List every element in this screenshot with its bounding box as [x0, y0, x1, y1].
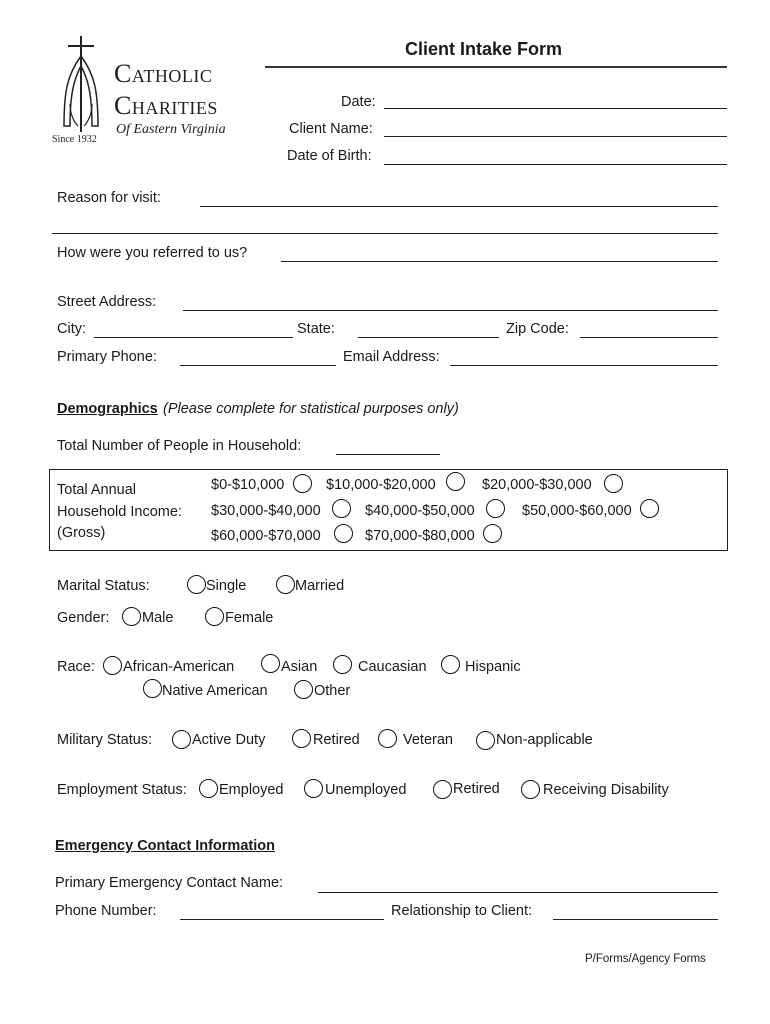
state-label: State:	[297, 321, 335, 337]
race-option-asian: Asian	[281, 659, 318, 675]
employment-radio-employed[interactable]	[199, 779, 218, 798]
logo-line1: Catholic	[114, 59, 213, 88]
client-name-field[interactable]	[384, 136, 727, 137]
income-radio-4[interactable]	[486, 499, 505, 518]
military-option-retired: Retired	[313, 732, 360, 748]
gender-option-male: Male	[142, 610, 174, 626]
income-radio-1[interactable]	[446, 472, 465, 491]
military-radio-veteran[interactable]	[378, 729, 397, 748]
reason-label: Reason for visit:	[57, 190, 161, 206]
income-radio-5[interactable]	[640, 499, 659, 518]
employment-radio-receiving-disability[interactable]	[521, 780, 540, 799]
emergency-phone-field[interactable]	[180, 919, 384, 920]
dob-label: Date of Birth:	[287, 148, 372, 164]
income-radio-7[interactable]	[483, 524, 502, 543]
race-radio-hispanic[interactable]	[441, 655, 460, 674]
military-option-non-applicable: Non-applicable	[496, 732, 593, 748]
phone-label: Primary Phone:	[57, 349, 157, 365]
income-option-3: $30,000-$40,000	[211, 503, 321, 519]
race-option-native-american: Native American	[162, 683, 268, 699]
military-radio-non-applicable[interactable]	[476, 731, 495, 750]
race-option-other: Other	[314, 683, 351, 699]
gender-radio-male[interactable]	[122, 607, 141, 626]
phone-field[interactable]	[180, 365, 336, 366]
emergency-phone-label: Phone Number:	[55, 903, 157, 919]
household-field[interactable]	[336, 454, 440, 455]
gender-option-female: Female	[225, 610, 274, 626]
military-radio-retired[interactable]	[292, 729, 311, 748]
referred-field[interactable]	[281, 261, 718, 262]
street-label: Street Address:	[57, 294, 157, 310]
marital-radio-single[interactable]	[187, 575, 206, 594]
street-field[interactable]	[183, 310, 718, 311]
race-radio-african-american[interactable]	[103, 656, 122, 675]
employment-option-receiving-disability: Receiving Disability	[543, 782, 669, 798]
race-label: Race:	[57, 659, 95, 675]
income-radio-0[interactable]	[293, 474, 312, 493]
military-radio-active-duty[interactable]	[172, 730, 191, 749]
page-title: Client Intake Form	[405, 39, 563, 59]
date-field[interactable]	[384, 108, 727, 109]
employment-option-unemployed: Unemployed	[325, 782, 407, 798]
city-field[interactable]	[94, 337, 293, 338]
date-label: Date:	[341, 94, 376, 110]
employment-option-retired: Retired	[453, 781, 500, 797]
marital-label: Marital Status:	[57, 578, 150, 594]
marital-radio-married[interactable]	[276, 575, 295, 594]
income-radio-2[interactable]	[604, 474, 623, 493]
reason-field[interactable]	[200, 206, 718, 207]
logo-line2: Charities	[114, 91, 218, 120]
income-option-6: $60,000-$70,000	[211, 528, 321, 544]
state-field[interactable]	[358, 337, 499, 338]
employment-radio-retired[interactable]	[433, 780, 452, 799]
race-option-hispanic: Hispanic	[465, 659, 521, 675]
client-name-label: Client Name:	[289, 121, 373, 137]
emergency-name-label: Primary Emergency Contact Name:	[55, 875, 284, 891]
income-option-4: $40,000-$50,000	[365, 503, 475, 519]
demographics-heading: Demographics	[57, 401, 158, 417]
emergency-relationship-field[interactable]	[553, 919, 718, 920]
race-radio-asian[interactable]	[261, 654, 280, 673]
logo-tagline: Of Eastern Virginia	[116, 122, 226, 137]
race-radio-caucasian[interactable]	[333, 655, 352, 674]
footer-path: P/Forms/Agency Forms	[585, 953, 706, 965]
email-label: Email Address:	[343, 349, 440, 365]
logo	[52, 34, 252, 146]
income-radio-6[interactable]	[334, 524, 353, 543]
emergency-heading: Emergency Contact Information	[55, 838, 275, 854]
income-option-0: $0-$10,000	[211, 477, 285, 493]
demographics-note: (Please complete for statistical purposes only)	[163, 401, 459, 417]
military-label: Military Status:	[57, 732, 153, 748]
income-option-5: $50,000-$60,000	[522, 503, 632, 519]
race-radio-native-american[interactable]	[143, 679, 162, 698]
marital-option-married: Married	[295, 578, 345, 594]
race-option-african-american: African-American	[123, 659, 235, 675]
military-option-active-duty: Active Duty	[192, 732, 266, 748]
race-radio-other[interactable]	[294, 680, 313, 699]
zip-label: Zip Code:	[506, 321, 569, 337]
employment-label: Employment Status:	[57, 782, 187, 798]
cross-icon	[56, 34, 106, 134]
title-rule	[265, 66, 727, 68]
dob-field[interactable]	[384, 164, 727, 165]
emergency-relationship-label: Relationship to Client:	[391, 903, 533, 919]
income-radio-3[interactable]	[332, 499, 351, 518]
income-option-1: $10,000-$20,000	[326, 477, 436, 493]
employment-radio-unemployed[interactable]	[304, 779, 323, 798]
income-label-line1: Total Annual	[57, 482, 137, 498]
email-field[interactable]	[450, 365, 718, 366]
income-option-7: $70,000-$80,000	[365, 528, 475, 544]
marital-option-single: Single	[206, 578, 247, 594]
employment-option-employed: Employed	[219, 782, 284, 798]
gender-label: Gender:	[57, 610, 110, 626]
income-label-line3: (Gross)	[57, 525, 106, 541]
income-label-line2: Household Income:	[57, 504, 182, 520]
city-label: City:	[57, 321, 86, 337]
referred-label: How were you referred to us?	[57, 245, 248, 261]
zip-field[interactable]	[580, 337, 718, 338]
income-option-2: $20,000-$30,000	[482, 477, 592, 493]
race-option-caucasian: Caucasian	[358, 659, 427, 675]
household-label: Total Number of People in Household:	[57, 438, 302, 454]
military-option-veteran: Veteran	[403, 732, 453, 748]
gender-radio-female[interactable]	[205, 607, 224, 626]
reason-field-line2[interactable]	[52, 233, 718, 234]
emergency-name-field[interactable]	[318, 892, 718, 893]
logo-since: Since 1932	[52, 134, 97, 145]
